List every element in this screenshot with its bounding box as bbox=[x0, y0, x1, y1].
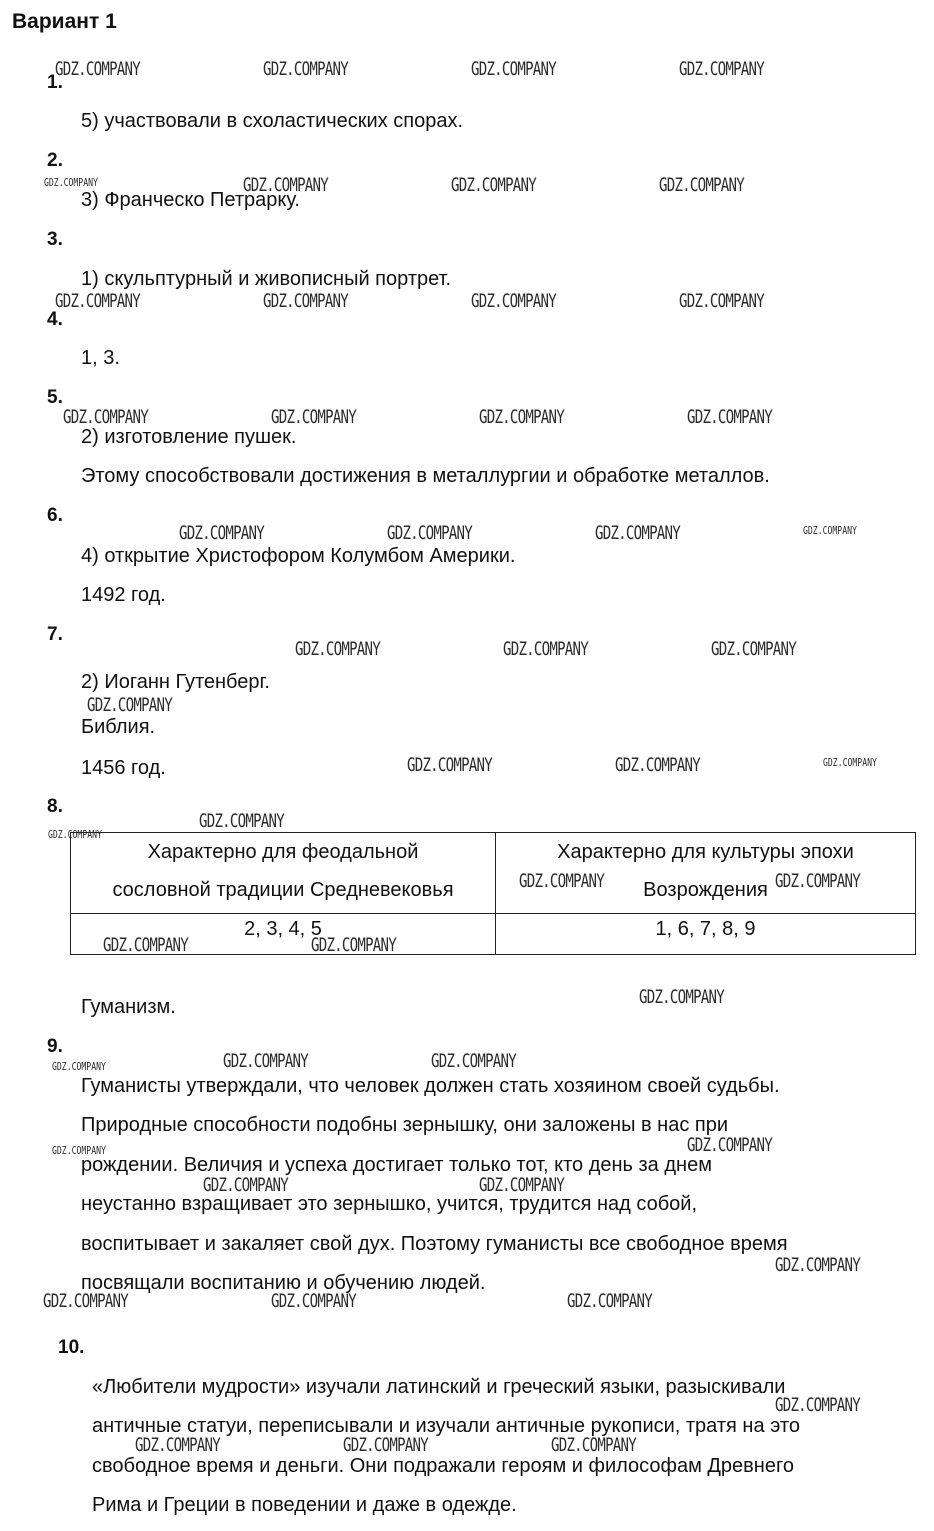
watermark: GDZ.COMPANY bbox=[263, 58, 348, 80]
answer-text: 4) открытие Христофором Колумбом Америки. bbox=[81, 545, 516, 567]
answer-text: 1492 год. bbox=[81, 584, 166, 606]
paragraph-line: Гуманисты утверждали, что человек должен стать хозяином своей судьбы. bbox=[81, 1075, 780, 1097]
watermark: GDZ.COMPANY bbox=[52, 1060, 106, 1073]
watermark: GDZ.COMPANY bbox=[407, 754, 492, 776]
watermark: GDZ.COMPANY bbox=[615, 754, 700, 776]
watermark: GDZ.COMPANY bbox=[679, 290, 764, 312]
paragraph-line: посвящали воспитанию и обучению людей. bbox=[81, 1272, 486, 1294]
watermark: GDZ.COMPANY bbox=[263, 290, 348, 312]
question-number: 1. bbox=[47, 72, 63, 93]
watermark: GDZ.COMPANY bbox=[179, 522, 264, 544]
paragraph-line: неустанно взращивает это зернышко, учится, трудится над собой, bbox=[81, 1193, 698, 1215]
watermark: GDZ.COMPANY bbox=[519, 870, 604, 892]
watermark: GDZ.COMPANY bbox=[479, 406, 564, 428]
watermark: GDZ.COMPANY bbox=[343, 1434, 428, 1456]
watermark: GDZ.COMPANY bbox=[63, 406, 148, 428]
question-number: 10. bbox=[58, 1337, 85, 1358]
watermark: GDZ.COMPANY bbox=[687, 1134, 772, 1156]
watermark: GDZ.COMPANY bbox=[311, 934, 396, 956]
watermark: GDZ.COMPANY bbox=[271, 406, 356, 428]
watermark: GDZ.COMPANY bbox=[103, 934, 188, 956]
paragraph-line: Природные способности подобны зернышку, они заложены в нас при bbox=[81, 1114, 729, 1136]
table-cell: 1, 6, 7, 8, 9 bbox=[496, 914, 916, 955]
table-header-line: Характерно для феодальной bbox=[147, 841, 419, 863]
watermark: GDZ.COMPANY bbox=[48, 828, 102, 841]
question-number: 3. bbox=[47, 229, 63, 250]
watermark: GDZ.COMPANY bbox=[775, 1254, 860, 1276]
answer-text: Библия. bbox=[81, 716, 156, 738]
watermark: GDZ.COMPANY bbox=[271, 1290, 356, 1312]
watermark: GDZ.COMPANY bbox=[639, 986, 724, 1008]
watermark: GDZ.COMPANY bbox=[479, 1174, 564, 1196]
watermark: GDZ.COMPANY bbox=[199, 810, 284, 832]
answer-text: 2) изготовление пушек. bbox=[81, 426, 297, 448]
question-number: 5. bbox=[47, 387, 63, 408]
watermark: GDZ.COMPANY bbox=[203, 1174, 288, 1196]
paragraph-line: Рима и Греции в поведении и даже в одежде. bbox=[92, 1494, 517, 1516]
watermark: GDZ.COMPANY bbox=[223, 1050, 308, 1072]
question-number: 2. bbox=[47, 150, 63, 171]
question-number: 7. bbox=[47, 624, 63, 645]
question-number: 9. bbox=[47, 1036, 63, 1057]
question-number: 6. bbox=[47, 505, 63, 526]
watermark: GDZ.COMPANY bbox=[551, 1434, 636, 1456]
question-number: 4. bbox=[47, 309, 63, 330]
watermark: GDZ.COMPANY bbox=[803, 524, 857, 537]
table-header-line: сословной традиции Средневековья bbox=[112, 879, 454, 901]
watermark: GDZ.COMPANY bbox=[243, 174, 328, 196]
watermark: GDZ.COMPANY bbox=[471, 58, 556, 80]
answer-text: 5) участвовали в схоластических спорах. bbox=[81, 110, 464, 132]
watermark: GDZ.COMPANY bbox=[567, 1290, 652, 1312]
answer-text: 1) скульптурный и живописный портрет. bbox=[81, 268, 452, 290]
watermark: GDZ.COMPANY bbox=[387, 522, 472, 544]
watermark: GDZ.COMPANY bbox=[503, 638, 588, 660]
watermark: GDZ.COMPANY bbox=[659, 174, 744, 196]
paragraph-line: «Любители мудрости» изучали латинский и греческий языки, разыскивали bbox=[92, 1376, 786, 1398]
paragraph-line: античные статуи, переписывали и изучали античные рукописи, тратя на это bbox=[92, 1415, 800, 1437]
table-header-line: Характерно для культуры эпохи bbox=[557, 841, 854, 863]
paragraph-line: свободное время и деньги. Они подражали героям и философам Древнего bbox=[92, 1455, 794, 1477]
table-header-line: Возрождения bbox=[643, 879, 768, 901]
answer-text: 1, 3. bbox=[81, 347, 120, 369]
watermark: GDZ.COMPANY bbox=[431, 1050, 516, 1072]
paragraph-line: рождении. Величия и успеха достигает только тот, кто день за днем bbox=[81, 1154, 712, 1176]
answer-text: 2) Иоганн Гутенберг. bbox=[81, 671, 270, 693]
question-number: 8. bbox=[47, 796, 63, 817]
watermark: GDZ.COMPANY bbox=[55, 58, 140, 80]
watermark: GDZ.COMPANY bbox=[295, 638, 380, 660]
watermark: GDZ.COMPANY bbox=[595, 522, 680, 544]
table-header-cell bbox=[71, 833, 496, 914]
watermark: GDZ.COMPANY bbox=[775, 1394, 860, 1416]
watermark: GDZ.COMPANY bbox=[679, 58, 764, 80]
watermark: GDZ.COMPANY bbox=[687, 406, 772, 428]
answer-text: Гуманизм. bbox=[81, 996, 176, 1018]
watermark: GDZ.COMPANY bbox=[135, 1434, 220, 1456]
paragraph-line: воспитывает и закаляет свой дух. Поэтому гуманисты все свободное время bbox=[81, 1233, 788, 1255]
watermark: GDZ.COMPANY bbox=[44, 176, 98, 189]
watermark: GDZ.COMPANY bbox=[823, 756, 877, 769]
answer-text: 3) Франческо Петрарку. bbox=[81, 189, 300, 211]
watermark: GDZ.COMPANY bbox=[55, 290, 140, 312]
watermark: GDZ.COMPANY bbox=[451, 174, 536, 196]
answer-text: 1456 год. bbox=[81, 757, 166, 779]
watermark: GDZ.COMPANY bbox=[43, 1290, 128, 1312]
answer-table bbox=[70, 832, 916, 955]
answer-text: Этому способствовали достижения в металлургии и обработке металлов. bbox=[81, 465, 770, 487]
watermark: GDZ.COMPANY bbox=[775, 870, 860, 892]
watermark: GDZ.COMPANY bbox=[87, 694, 172, 716]
watermark: GDZ.COMPANY bbox=[711, 638, 796, 660]
table-cell: 2, 3, 4, 5 bbox=[71, 914, 496, 955]
watermark: GDZ.COMPANY bbox=[471, 290, 556, 312]
watermark: GDZ.COMPANY bbox=[52, 1144, 106, 1157]
page-title: Вариант 1 bbox=[12, 10, 117, 33]
